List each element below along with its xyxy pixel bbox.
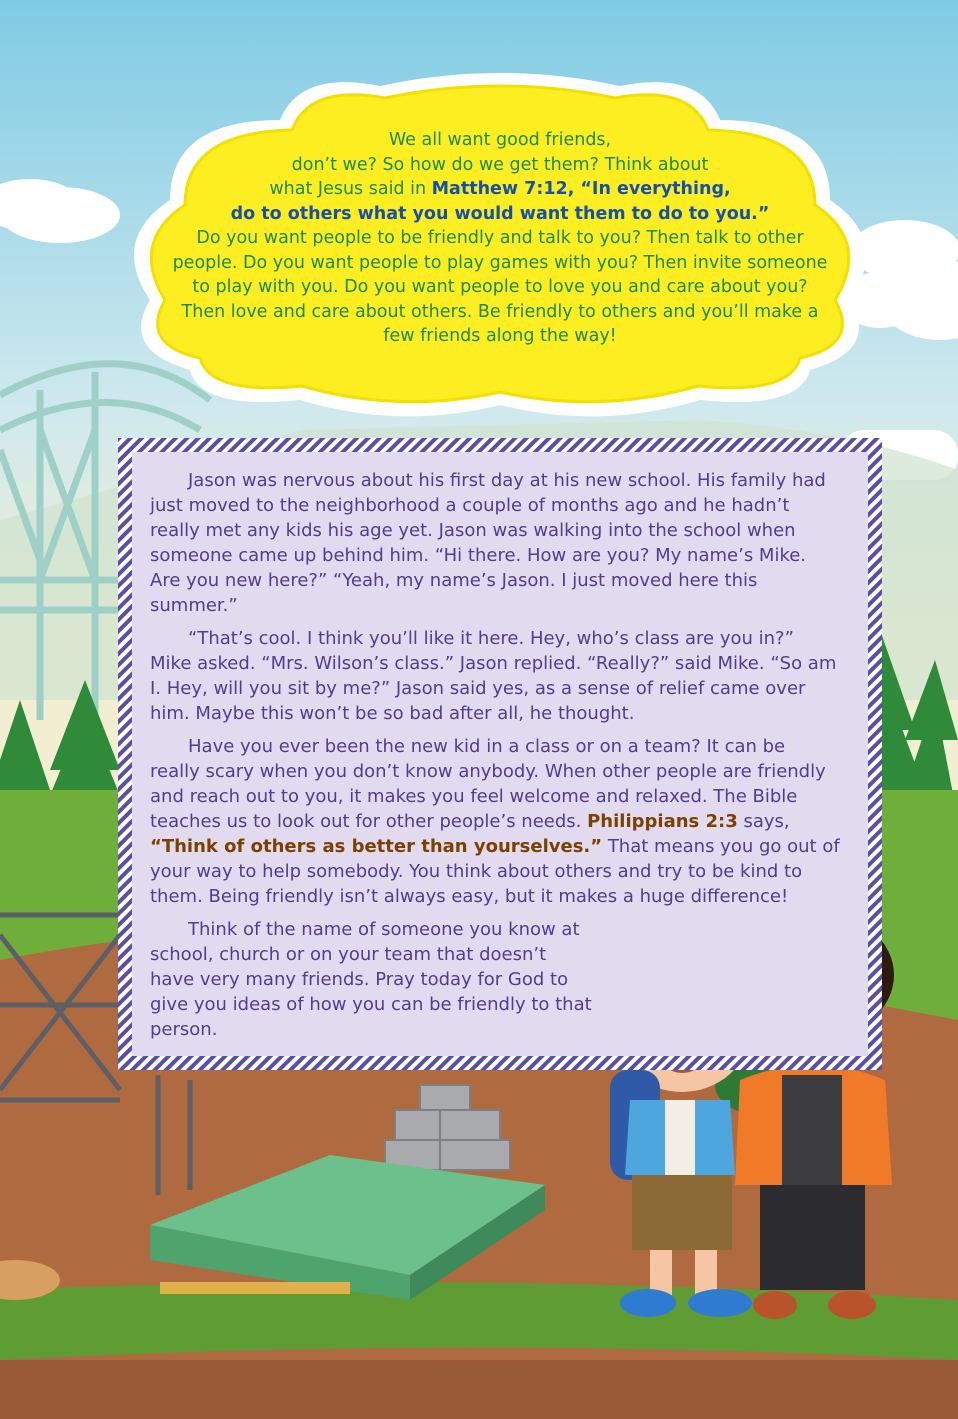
story-p3-quote: “Think of others as better than yourselves.” xyxy=(150,836,603,857)
story-text xyxy=(150,468,840,1050)
callout-line3 xyxy=(160,177,840,202)
story-p3-ref: Philippians 2:3 xyxy=(587,811,738,832)
callout-line1: We all want good friends, xyxy=(388,130,612,150)
callout-line3-prefix: what Jesus said in xyxy=(269,179,432,199)
story-paragraph-3 xyxy=(150,734,840,909)
story-paragraph-1: Jason was nervous about his first day at his new school. His family had just moved to the neighborhood a couple of months ago and he hadn’t really met any kids his age yet. Jason was walking into the school when someone came up behind him. “Hi there. How are you? My name’s Mike. Are you new here?” “Yeah, my name’s Jason. I just moved here this summer.” xyxy=(150,470,826,616)
callout-body: Do you want people to be friendly and talk to you? Then talk to other people. Do you want people to play games with you? Then invite someone to play with you. Do you want people to love you and care about you? Then love and care about others. Be friendly to others and you’ll make a few friends along the way! xyxy=(172,228,828,346)
story-p3-says: says, xyxy=(737,811,790,832)
callout-verse-ref: Matthew 7:12, “In everything, xyxy=(431,179,731,199)
foreground-dirt xyxy=(0,1360,958,1419)
callout-line2: don’t we? So how do we get them? Think about xyxy=(291,154,709,175)
callout-verse-text: do to others what you would want them to do to you.” xyxy=(230,203,770,224)
story-p3-before: Have you ever been the new kid in a class or on a team? It can be really scary when you don’t know anybody. When other people are friendly and reach out to you, it makes you feel welcome and relaxed. The Bible teaches us to look out for other people’s needs. xyxy=(150,736,826,832)
story-p3-after: That means you go out of your way to help somebody. You think about others and try to be kind to them. Being friendly isn’t always easy, but it makes a huge difference! xyxy=(150,836,840,907)
callout-text xyxy=(160,128,840,349)
story-paragraph-4: Think of the name of someone you know at school, church or on your team that doesn’t have very many friends. Pray today for God to give you ideas of how you can be friendly to that person. xyxy=(150,919,592,1040)
story-paragraph-2: “That’s cool. I think you’ll like it here. Hey, who’s class are you in?” Mike asked. “Mrs. Wilson’s class.” Jason replied. “Really?” said Mike. “So am I. Hey, will you sit by me?” Jason said yes, as a sense of relief came over him. Maybe this won’t be so bad after all, he thought. xyxy=(150,628,837,724)
